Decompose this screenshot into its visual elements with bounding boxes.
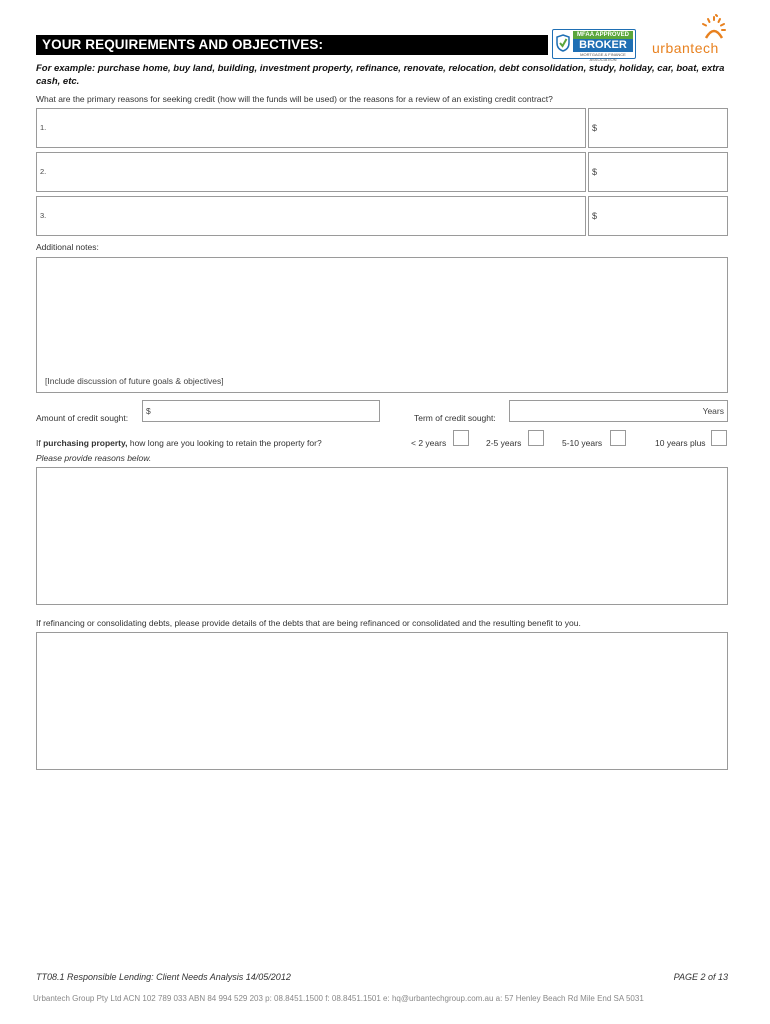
urbantech-logo (652, 14, 728, 60)
amount-label: Amount of credit sought: (36, 413, 129, 423)
reason-1-field[interactable] (36, 108, 586, 148)
option-checkbox-lt2[interactable] (453, 430, 469, 446)
refinance-label: If refinancing or consolidating debts, please provide details of the debts that are being refinanced or consolidated and the resulting benefit to you. (36, 618, 581, 628)
option-label-lt2: < 2 years (411, 438, 447, 448)
broker-badge-main: BROKER (573, 39, 633, 52)
broker-badge-top: MFAA APPROVED (573, 31, 633, 39)
reason-3-amount-field[interactable] (588, 196, 728, 236)
reason-2-dollar: $ (592, 167, 598, 177)
reason-1-dollar: $ (592, 123, 598, 133)
reason-3-field[interactable] (36, 196, 586, 236)
option-checkbox-5-10[interactable] (610, 430, 626, 446)
purchase-reasons-field[interactable] (36, 467, 728, 605)
additional-notes-field[interactable] (36, 257, 728, 393)
option-label-2-5: 2-5 years (486, 438, 522, 448)
section-title: YOUR REQUIREMENTS AND OBJECTIVES: (36, 35, 548, 55)
sun-rays-icon (694, 14, 728, 42)
urbantech-wordmark: urbantech (652, 40, 719, 56)
purchase-question-bold: purchasing property, (43, 438, 128, 448)
purchase-question-rest: how long are you looking to retain the property for? (127, 438, 322, 448)
amount-dollar: $ (146, 406, 151, 416)
purchase-question-prefix: If (36, 438, 44, 448)
term-label: Term of credit sought: (414, 413, 496, 423)
notes-hint: [Include discussion of future goals & objectives] (45, 376, 224, 386)
footer-company-details: Urbantech Group Pty Ltd ACN 102 789 033 ABN 84 994 529 203 p: 08.8451.1500 f: 08.8451.1501 e: hq@urbantechgroup.com.au a: 57 Henley Beach Rd Mile End SA 5031 (33, 994, 644, 1003)
option-label-10plus: 10 years plus (655, 438, 706, 448)
reason-1-amount-field[interactable] (588, 108, 728, 148)
reason-2-field[interactable] (36, 152, 586, 192)
broker-badge-sub: MORTGAGE & FINANCE ASSOCIATION (580, 52, 626, 62)
reason-3-number: 3. (40, 211, 47, 220)
check-shield-icon (556, 34, 570, 52)
option-checkbox-2-5[interactable] (528, 430, 544, 446)
option-label-5-10: 5-10 years (562, 438, 603, 448)
reasons-below-hint: Please provide reasons below. (36, 453, 152, 463)
footer-page-number: PAGE 2 of 13 (673, 972, 728, 982)
term-years: Years (702, 406, 724, 416)
reason-1-number: 1. (40, 123, 47, 132)
amount-field[interactable] (142, 400, 380, 422)
example-text: For example: purchase home, buy land, building, investment property, refinance, renovate, relocation, debt consolidation, study, holiday, car, boat, extra cash, etc. (36, 63, 725, 87)
term-field[interactable] (509, 400, 728, 422)
additional-notes-label: Additional notes: (36, 242, 99, 252)
purchase-question (36, 438, 322, 448)
reason-3-dollar: $ (592, 211, 598, 221)
option-checkbox-10plus[interactable] (711, 430, 727, 446)
mfaa-broker-logo (552, 29, 636, 62)
refinance-details-field[interactable] (36, 632, 728, 770)
footer-document-ref: TT08.1 Responsible Lending: Client Needs Analysis 14/05/2012 (36, 972, 291, 982)
primary-reasons-question: What are the primary reasons for seeking credit (how will the funds will be used) or the reasons for a review of an existing credit contract? (36, 94, 553, 104)
reason-2-amount-field[interactable] (588, 152, 728, 192)
reason-2-number: 2. (40, 167, 47, 176)
